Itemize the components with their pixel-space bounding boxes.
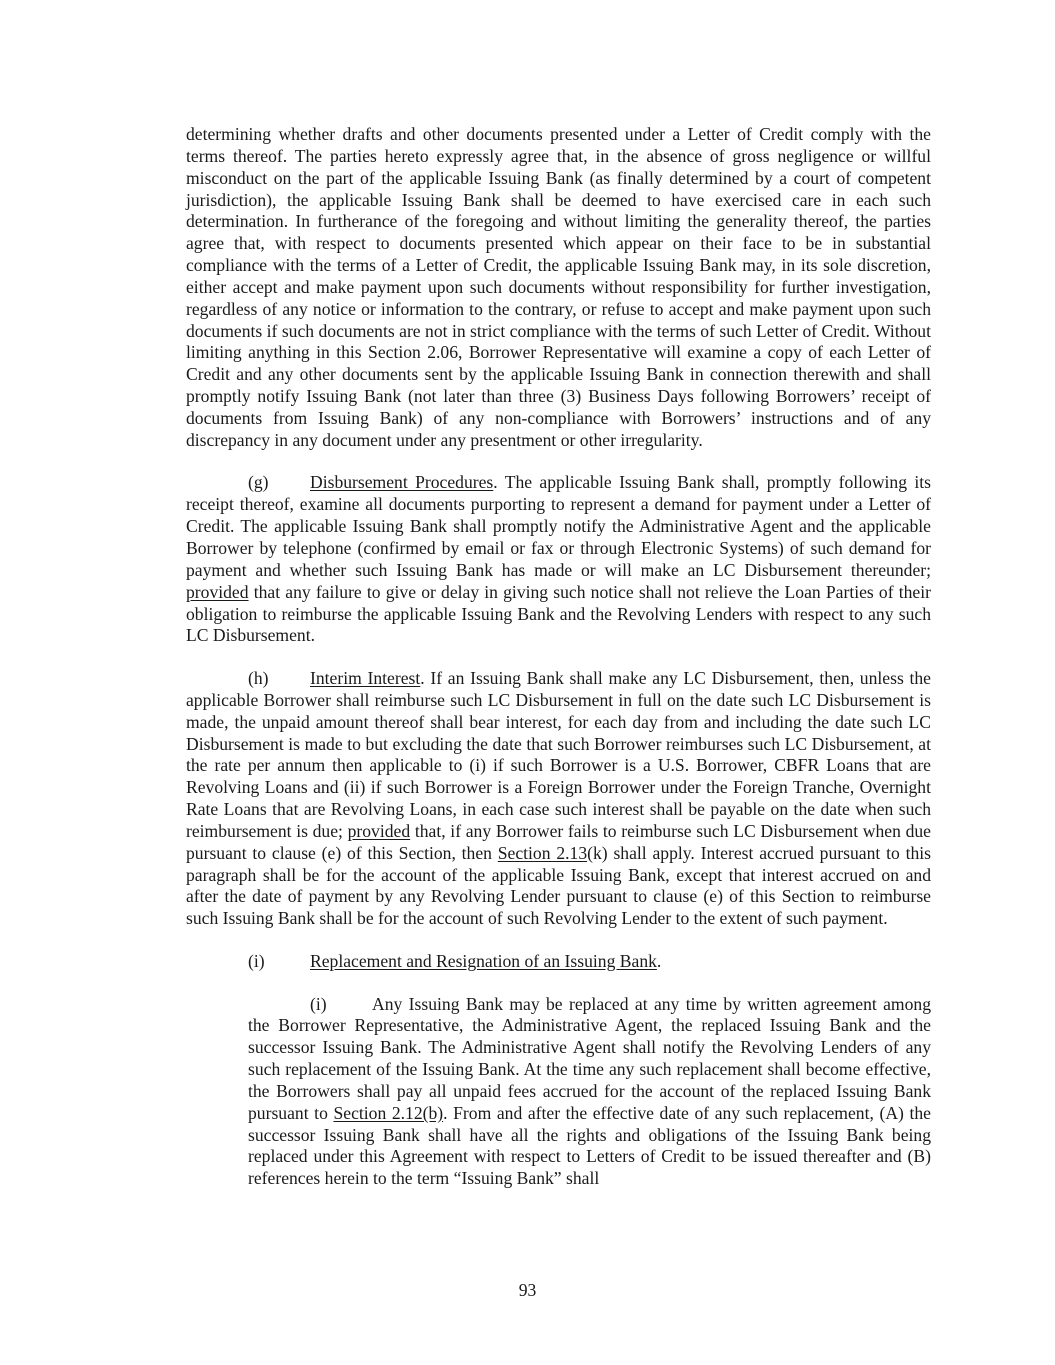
section-h-section-ref: Section 2.13 bbox=[497, 842, 588, 863]
section-h-provided: provided bbox=[347, 820, 411, 841]
continuation-paragraph: determining whether drafts and other documents presented under a Letter of Credit comply with the terms thereof. The parties hereto expressly agree that, in the absence of gross negligence or willful misconduct on the part of the applicable Issuing Bank (as finally determined by a court of competent jurisdiction), the applicable Issuing Bank shall be deemed to have exercised care in each such determination. In furtherance of the foregoing and without limiting the generality thereof, the parties agree that, with respect to documents presented which appear on their face to be in substantial compliance with the terms of a Letter of Credit, the applicable Issuing Bank may, in its sole discretion, either accept and make payment upon such documents without responsibility for further investigation, regardless of any notice or information to the contrary, or refuse to accept and make payment upon such documents if such documents are not in strict compliance with the terms of such Letter of Credit. Without limiting anything in this Section 2.06, Borrower Representative will examine a copy of each Letter of Credit and any other documents sent by the applicable Issuing Bank in connection therewith and shall promptly notify Issuing Bank (not later than three (3) Business Days following Borrowers’ receipt of documents from Issuing Bank) of any non-compliance with Borrowers’ instructions and of any discrepancy in any document under any presentment or other irregularity. bbox=[186, 124, 931, 450]
section-h-text-2: that, if any Borrower fails to reimburse such LC Disbursement when due pursuant to clause (e) of this Section, then bbox=[186, 820, 931, 863]
page-number: 93 bbox=[518, 1280, 537, 1300]
section-i-i-text-1: Any Issuing Bank may be replaced at any time by written agreement among the Borrower Representative, the Administrative Agent, the replaced Issuing Bank and the successor Issuing Bank. The Administrative Agent shall notify the Revolving Lenders of any such replacement of the Issuing Bank. At the time any such replacement shall become effective, the Borrowers shall pay all unpaid fees accrued for the account of the replaced Issuing Bank pursuant to bbox=[248, 993, 931, 1123]
section-g-label: (g) bbox=[248, 472, 269, 493]
section-i-i-text-2: . From and after the effective date of any such replacement, (A) the successor Issuing Bank shall have all the rights and obligations of the Issuing Bank being replaced under this Agreement with respect to Letters of Credit to be issued thereafter and (B) references herein to the term “Issuing Bank” shall bbox=[248, 1102, 931, 1189]
section-h-text-3: (k) shall apply. Interest accrued pursuant to this paragraph shall be for the account of the applicable Issuing Bank, except that interest accrued on and after the date of payment by any Revolving Lender pursuant to clause (e) of this Section to reimburse such Issuing Bank shall be for the account of such Revolving Lender to the extent of such payment. bbox=[186, 842, 931, 929]
section-i-i-paragraph bbox=[248, 994, 931, 1191]
section-i-heading-line bbox=[186, 951, 931, 973]
section-h-heading: Interim Interest bbox=[310, 668, 421, 688]
section-i-i-section-ref: Section 2.12(b) bbox=[333, 1102, 444, 1123]
section-h-label: (h) bbox=[248, 668, 269, 688]
section-i-i-label: (i) bbox=[310, 993, 327, 1014]
section-h-text-1: . If an Issuing Bank shall make any LC Disbursement, then, unless the applicable Borrower shall reimburse such LC Disbursement in full on the date such LC Disbursement is made, the unpaid amount thereof shall bear interest, for each day from and including the date such LC Disbursement is made to but excluding the date that such Borrower reimburses such LC Disbursement, at the rate per annum then applicable to (i) if such Borrower is a U.S. Borrower, CBFR Loans that are Revolving Loans and (ii) if such Borrower is a Foreign Borrower under the Foreign Tranche, Overnight Rate Loans that are Revolving Loans, in each case such interest shall be payable on the date when such reimbursement is due; bbox=[186, 668, 931, 841]
section-g-provided: provided bbox=[186, 581, 249, 602]
document-page bbox=[186, 124, 931, 1190]
section-i-label: (i) bbox=[248, 950, 265, 971]
section-g-heading: Disbursement Procedures bbox=[310, 472, 494, 493]
section-g-paragraph bbox=[186, 472, 931, 647]
section-i-heading-end: . bbox=[656, 950, 662, 971]
section-g-text-1: . The applicable Issuing Bank shall, promptly following its receipt thereof, examine all documents purporting to represent a demand for payment under a Letter of Credit. The applicable Issuing Bank shall promptly notify the Administrative Agent and the applicable Borrower by telephone (confirmed by email or fax or through Electronic Systems) of such demand for payment and whether such Issuing Bank has made or will make an LC Disbursement thereunder; bbox=[186, 472, 932, 580]
section-h-paragraph bbox=[186, 668, 931, 930]
section-g-text-2: that any failure to give or delay in giving such notice shall not relieve the Loan Parties of their obligation to reimburse the applicable Issuing Bank and the Revolving Lenders with respect to any such LC Disbursement. bbox=[186, 581, 931, 646]
section-i-heading: Replacement and Resignation of an Issuing Bank bbox=[310, 950, 657, 971]
